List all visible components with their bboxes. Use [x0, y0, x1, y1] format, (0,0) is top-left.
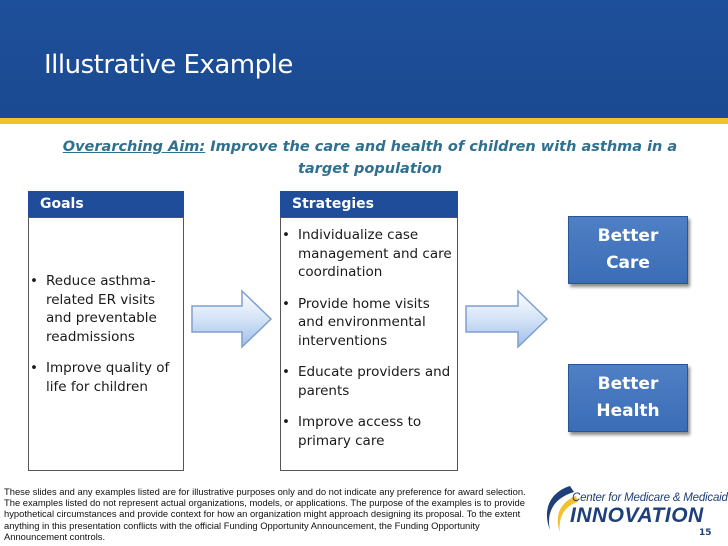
title-bar	[0, 0, 728, 118]
page-number: 15	[699, 528, 712, 538]
list-item: • Improve access to primary care	[282, 413, 454, 450]
disclaimer-text: These slides and any examples listed are for illustrative purposes only and do not indicate any preference for award selection. The examples listed do not represent actual organizations, models, or applications. The purpose of the examples is to provide hypothetical circumstances and provide context for how an organization might approach designing its proposal. To the extent anything in this presentation conflicts with the official Funding Opportunity Announcement, the Funding Opportunity Announcement controls.	[4, 486, 526, 542]
better-care-line2: Care	[606, 253, 650, 273]
better-care-line1: Better	[597, 226, 659, 246]
aim-text: Improve the care and health of children with asthma in a target population	[210, 139, 678, 177]
list-item: • Individualize case management and care coordination	[282, 226, 454, 282]
list-item: • Reduce asthma-related ER visits and preventable readmissions	[30, 272, 180, 346]
better-health-line2: Health	[596, 401, 660, 421]
header-accent-rule	[0, 118, 728, 124]
list-item: • Educate providers and parents	[282, 363, 454, 400]
better-health-box	[568, 364, 688, 432]
strategies-heading: Strategies	[280, 191, 458, 217]
strategies-list	[282, 226, 454, 463]
aim-label: Overarching Aim:	[62, 139, 206, 155]
list-item: • Improve quality of life for children	[30, 359, 180, 396]
better-care-box	[568, 216, 688, 284]
arrow-right-icon	[190, 288, 274, 350]
slide-title: Illustrative Example	[44, 50, 293, 80]
logo-line1: Center for Medicare & Medicaid	[572, 492, 728, 504]
better-health-line1: Better	[597, 374, 659, 394]
goals-heading: Goals	[28, 191, 184, 217]
overarching-aim	[40, 136, 700, 180]
goals-list	[30, 272, 180, 409]
list-item: • Provide home visits and environmental interventions	[282, 295, 454, 351]
logo-line2: INNOVATION	[570, 504, 704, 527]
arrow-right-icon	[464, 288, 550, 350]
